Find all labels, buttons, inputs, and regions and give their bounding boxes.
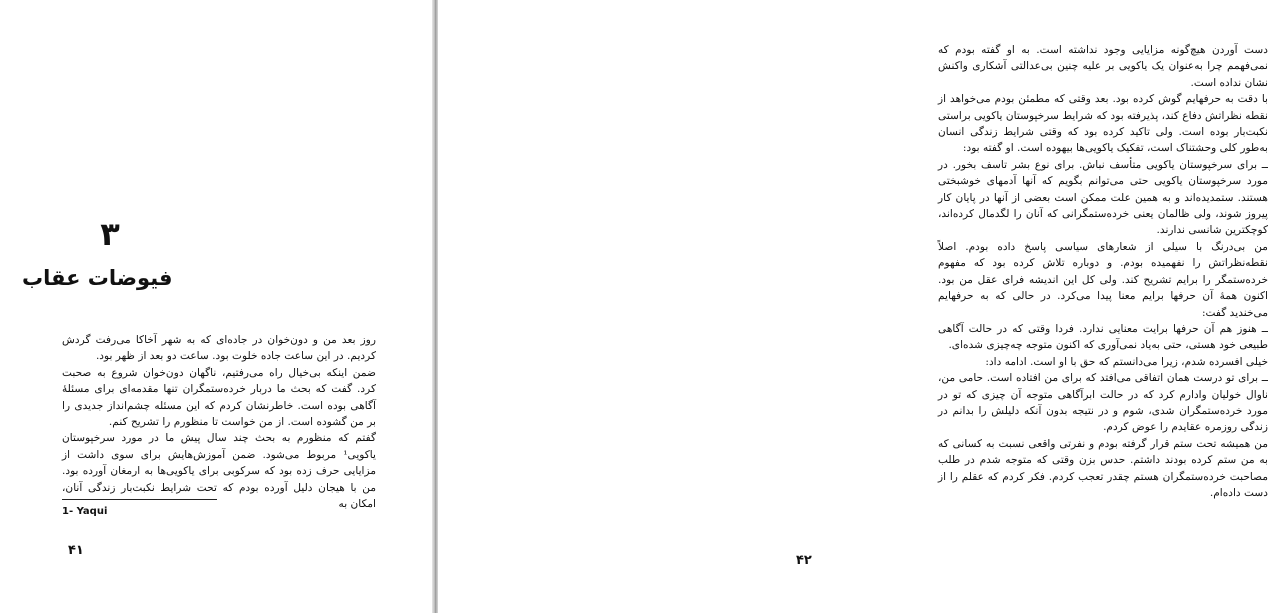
paragraph: ضمن اینکه بی‌خیال راه می‌رفتیم، ناگهان دون‌خوان شروع به صحبت کرد. گفت که بحث ما دربار خرده‌ستمگران تنها مقدمه‌ای برای مسئلهٔ آگاهی بوده است. خاطرنشان کردم که این مسئله چشم‌انداز جدیدی را بر من گشوده است. از من خواست تا منظورم را تشریح کنم. (62, 366, 376, 429)
paragraph: ــ برای سرخپوستان یاکویی متأسف نباش. برای نوع بشر تاسف بخور. در مورد سرخپوستان یاکویی حتی می‌توانم بگویم که آنها آدمهای خوشبختی هستند. ستمدیده‌اند و به همین علت ممکن است بعضی از آنها در پایان کار پیروز شوند، ولی ظالمان یعنی خرده‌ستمگرانی که آنان را لگدمال کرده‌اند، کوچکترین شانسی ندارند. (938, 158, 1268, 237)
left-body-text (62, 332, 376, 512)
paragraph: روز بعد من و دون‌خوان در جاده‌ای که به شهر آخاکا می‌رفت گردش کردیم. در این ساعت جاده خلوت بود. ساعت دو بعد از ظهر بود. (62, 334, 376, 363)
paragraph: من همیشه تحت ستم قرار گرفته بودم و نفرتی واقعی نسبت به کسانی که به من ستم کرده بودند داشتم. حدس بزن وقتی که متوجه شدم در طلب مصاحبت خرده‌ستمگران هستم چقدر تعجب کردم. فکر کردم که عقلم را از دست داده‌ام. (938, 437, 1268, 499)
paragraph: دست آوردن هیچ‌گونه مزایایی وجود نداشته است. به او گفته بودم که نمی‌فهمم چرا به‌عنوان یک یاکویی بر علیه چنین بی‌عدالتی آشکاری واکنش نشان نداده است. (938, 44, 1268, 89)
footnote: 1- Yaqui (62, 506, 108, 517)
chapter-number: ۳ (100, 215, 120, 253)
paragraph: من بی‌درنگ با سیلی از شعارهای سیاسی پاسخ داده بودم. اصلاً نقطه‌نظراتش را نفهمیده بودم. و دوباره تلاش کرده بود که مفهوم خرده‌ستمگر را برایم تشریح کند. ولی کل این اندیشه فرای عقل من بود. اکنون همهٔ آن حرفها برایم معنا پیدا می‌کرد. در حالی که به حرفهایم می‌خندید گفت: (938, 240, 1268, 319)
paragraph: خیلی افسرده شدم، زیرا می‌دانستم که حق با او است. ادامه داد: (985, 355, 1268, 368)
paragraph: ــ برای تو درست همان اتفاقی می‌افتد که برای من افتاده است. حامی من، ناوال خولیان وادارم کرد که در حالت ابرآگاهی متوجه آن چیزی که تو در مورد خرده‌ستمگران شدی، شوم و در نتیجه بدون آنکه دلیلش را بدانم در زندگی روزمره عقایدم را عوض کردم. (938, 372, 1268, 434)
footnote-divider (62, 499, 217, 500)
page-number-right: ۴۲ (796, 553, 812, 568)
page-number-left: ۴۱ (68, 543, 84, 558)
paragraph: با دقت به حرفهایم گوش کرده بود. بعد وقتی که مطمئن بودم می‌خواهد از نقطه نظراتش دفاع کند، پذیرفته بود که شرایط سرخپوستان یاکویی براستی نکبت‌بار بوده است. ولی تاکید کرده بود که وقتی شرایط زندگی انسان به‌طور کلی وحشتناک است، تفکیک یاکویی‌ها بیهوده است. او گفته بود: (938, 93, 1268, 155)
chapter-title: فیوضات عقاب (22, 266, 173, 290)
right-page (438, 0, 1268, 613)
paragraph: گفتم که منظورم به بحث چند سال پیش ما در مورد سرخپوستان یاکویی¹ مربوط می‌شود. ضمن آموزش‌هایش برای سوی داشت از مزایایی حرف زده بود که سرکوبی برای یاکویی‌ها به ارمغان آورده بود. من با هیجان دلیل آورده بودم که تحت شرایط نکبت‌بار زندگی آنان، امکان به (62, 432, 376, 511)
right-body-text (938, 42, 1268, 501)
paragraph: ــ هنوز هم آن حرفها برایت معنایی ندارد. فردا وقتی که در حالت آگاهی طبیعی خود هستی، حتی به‌یاد نمی‌آوری که اکنون متوجه چه‌چیزی شده‌ای. (938, 322, 1268, 352)
left-page (0, 0, 432, 613)
